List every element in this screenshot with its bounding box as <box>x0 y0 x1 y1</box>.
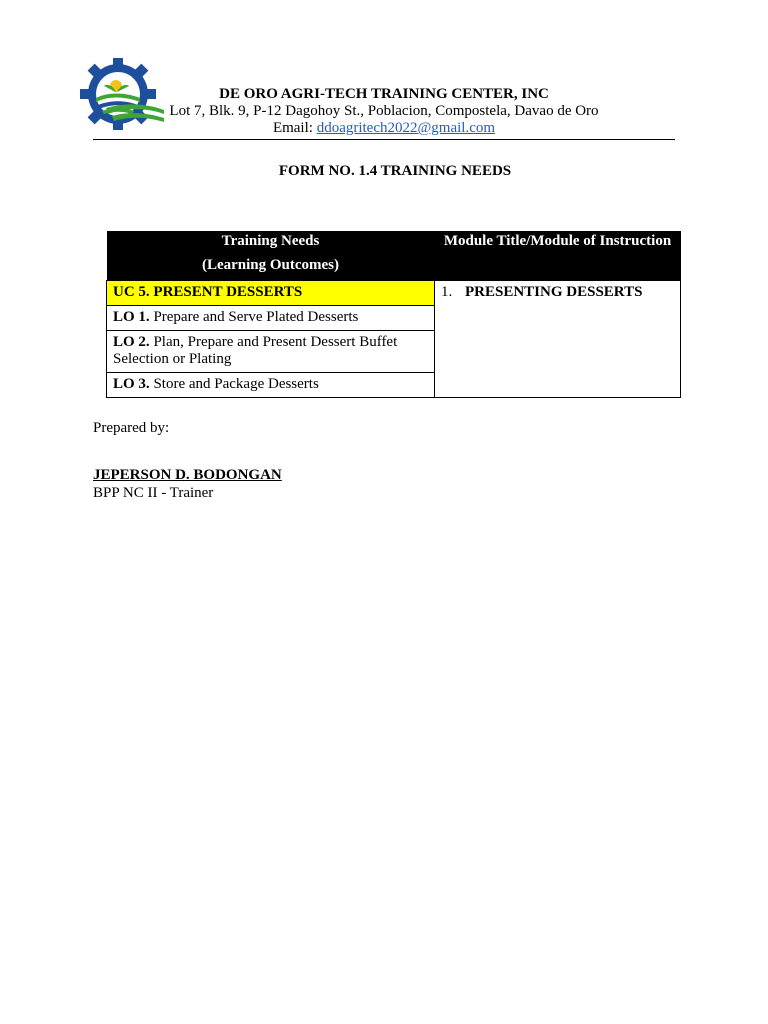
table-header-row <box>107 231 681 281</box>
lo-text: Plan, Prepare and Present Dessert Buffet Selection or Plating <box>113 334 398 367</box>
module-title-header-text: Module Title/Module of Instruction <box>443 233 672 249</box>
training-needs-header-line2: (Learning Outcomes) <box>201 257 340 273</box>
training-needs-header <box>107 231 435 281</box>
signer-title: BPP NC II - Trainer <box>93 485 214 501</box>
module-number: 1. <box>441 284 453 300</box>
org-address: Lot 7, Blk. 9, P-12 Dagohoy St., Poblacion, Compostela, Davao de Oro <box>169 103 599 119</box>
email-label: Email: <box>272 120 317 136</box>
module-cell <box>435 281 681 398</box>
table-row <box>107 281 681 306</box>
lo-text: Prepare and Serve Plated Desserts <box>153 309 359 325</box>
letterhead <box>93 86 675 137</box>
learning-outcome-cell <box>107 306 435 331</box>
prepared-by-label: Prepared by: <box>93 420 170 436</box>
lo-code: LO 1. <box>113 309 150 325</box>
lo-code: LO 3. <box>113 376 150 392</box>
training-needs-header-line1: Training Needs <box>221 233 320 249</box>
org-email-line <box>93 120 675 137</box>
unit-of-competency-cell: UC 5. PRESENT DESSERTS <box>107 281 435 306</box>
learning-outcome-cell <box>107 373 435 398</box>
header-divider <box>93 139 675 140</box>
form-title: FORM NO. 1.4 TRAINING NEEDS <box>278 163 512 179</box>
lo-text: Store and Package Desserts <box>153 376 319 392</box>
signer-name: JEPERSON D. BODONGAN <box>93 467 282 483</box>
lo-code: LO 2. <box>113 334 150 350</box>
module-title: PRESENTING DESSERTS <box>465 284 643 300</box>
training-needs-table <box>106 231 681 398</box>
module-title-header <box>435 231 681 281</box>
org-name: DE ORO AGRI-TECH TRAINING CENTER, INC <box>219 86 549 102</box>
learning-outcome-cell <box>107 331 435 373</box>
email-link[interactable]: ddoagritech2022@gmail.com <box>316 120 496 136</box>
